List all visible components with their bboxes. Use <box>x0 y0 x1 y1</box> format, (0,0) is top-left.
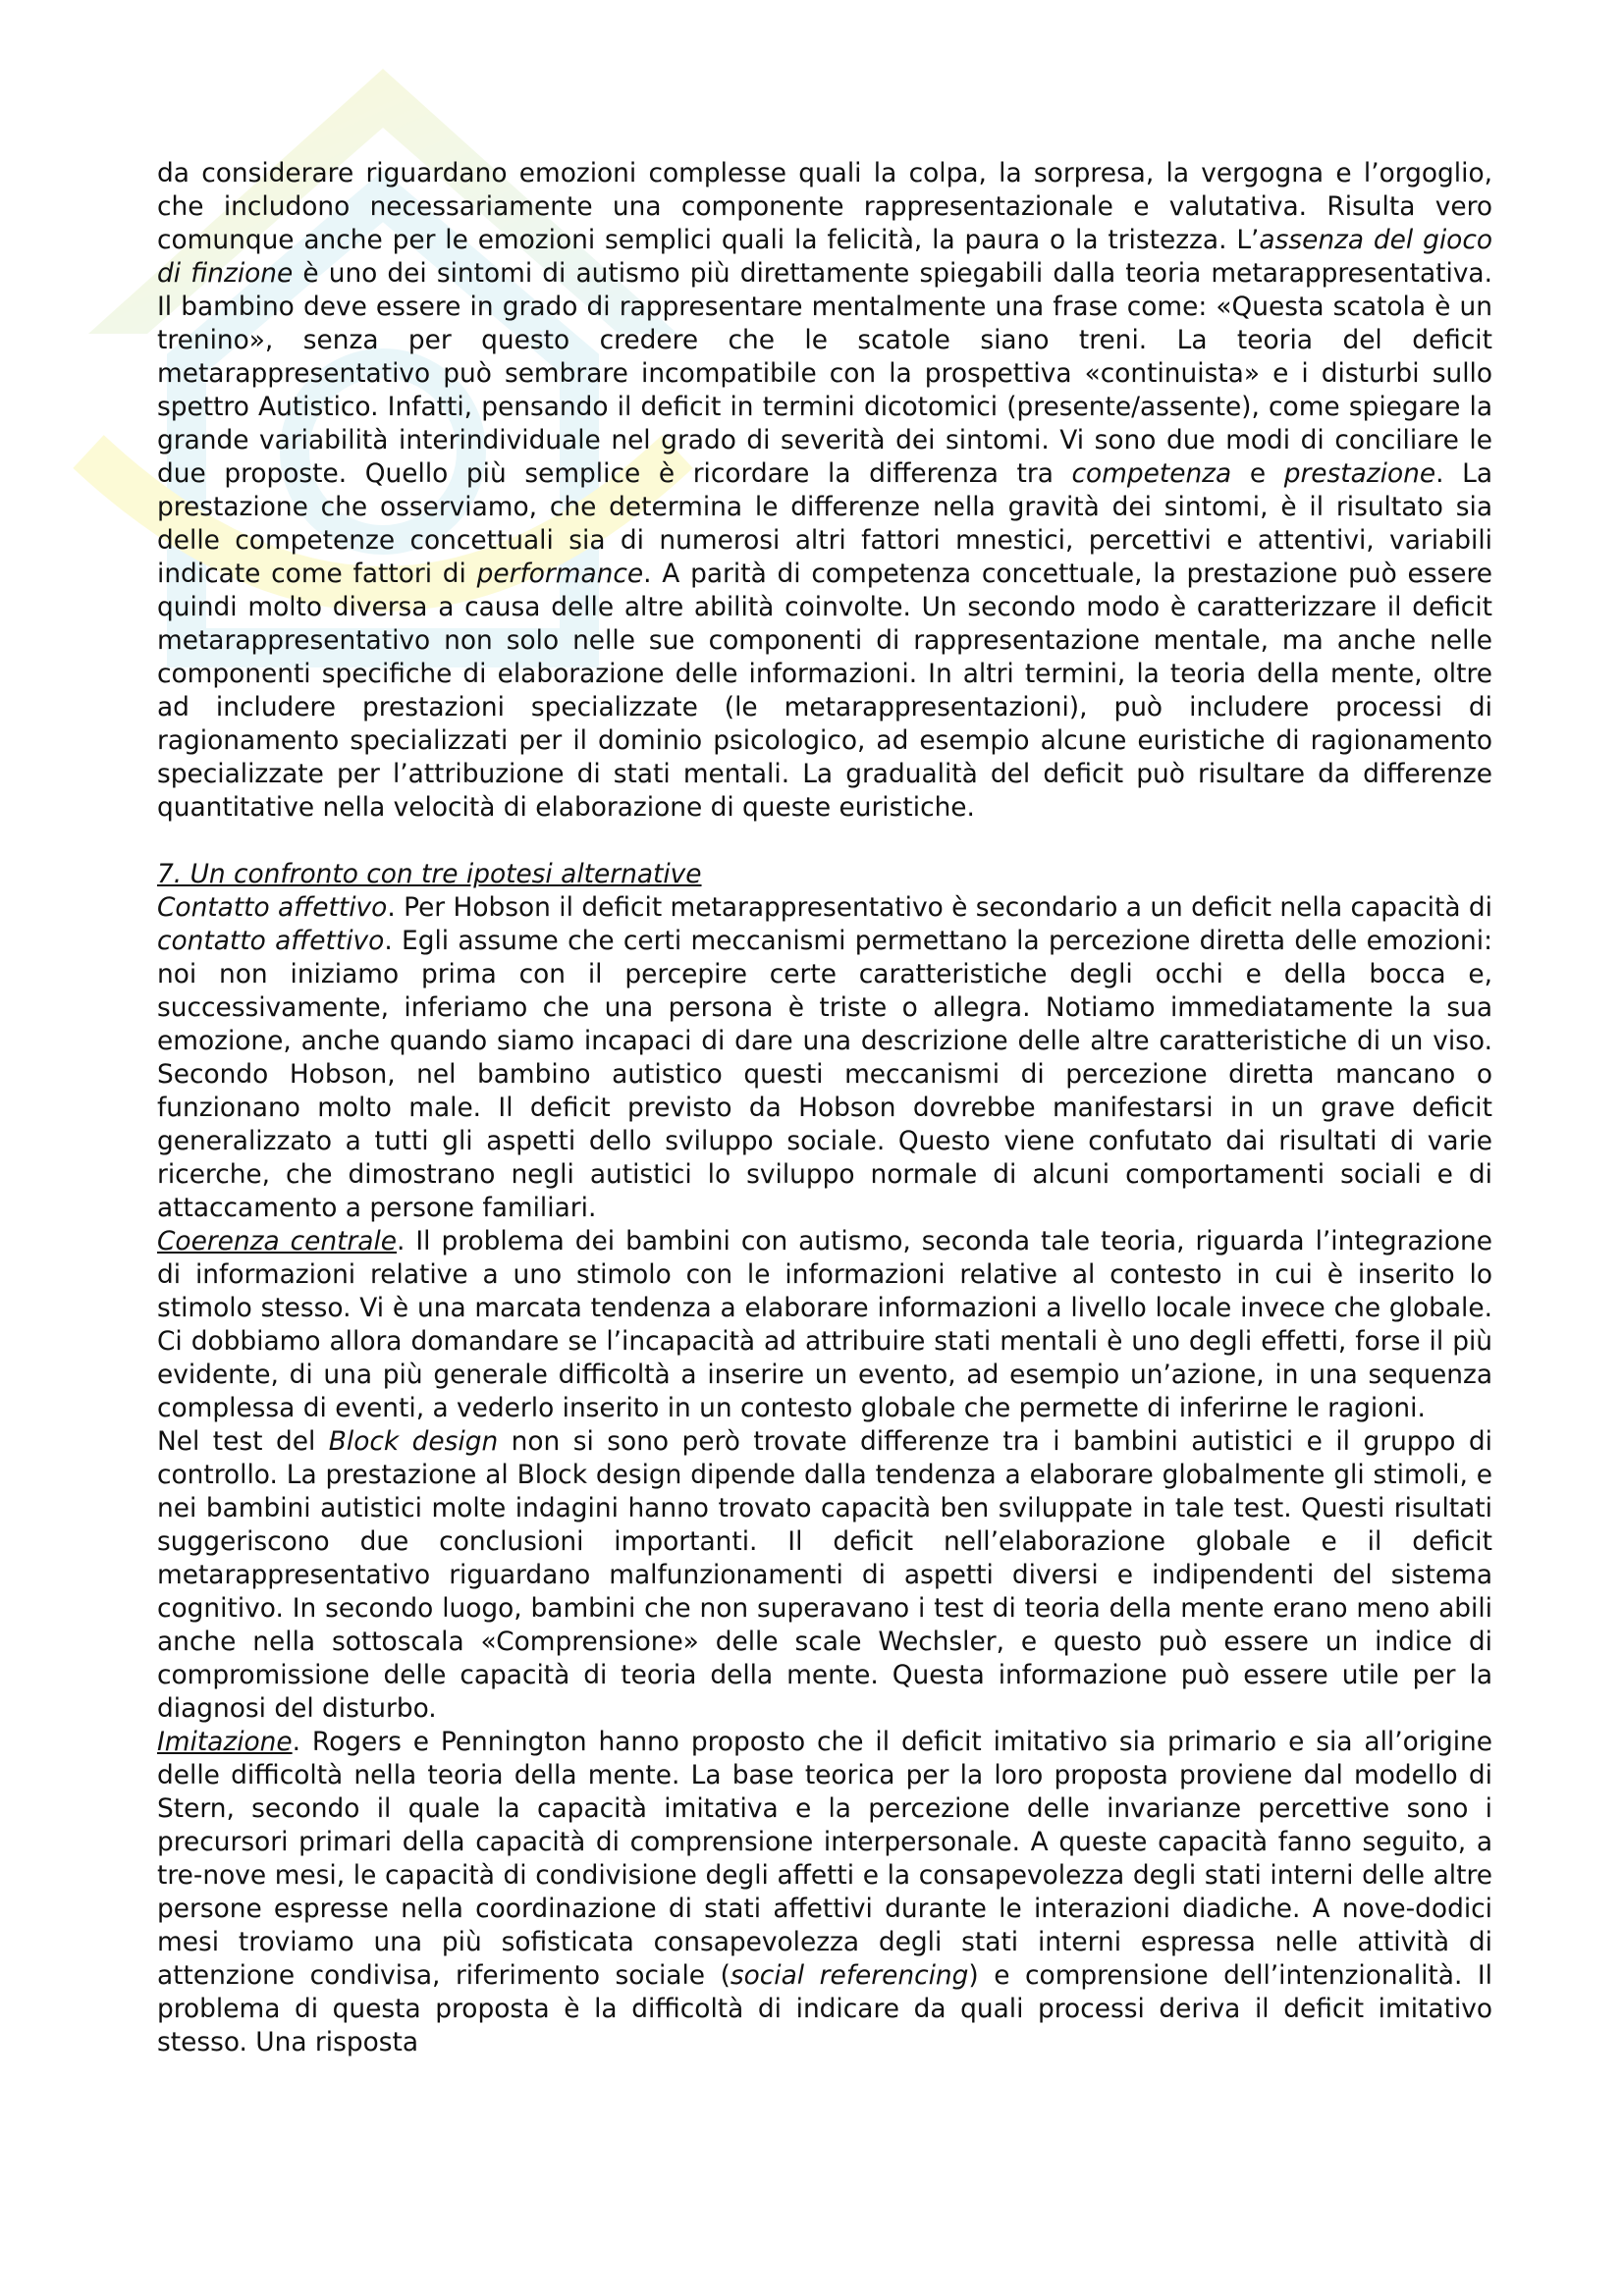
emphasis-competenza: competenza <box>1071 458 1232 489</box>
section-title-text: 7. Un confronto con tre ipotesi alternative <box>157 859 702 889</box>
section-title <box>157 858 1492 891</box>
paragraph-intro: da considerare riguardano emozioni complesse quali la colpa, la sorpresa, la vergogna e l’orgoglio, che includono necessariamente una componente rappresentazionale e valutativa. Risulta vero comunque anche per le emozioni semplici quali la felicità, la paura o la tristezza. L’assenza del gioco di finzione è uno dei sintomi di autismo più direttamente spiegabili dalla teoria metarappresentativa. Il bambino deve essere in grado di rappresentare mentalmente una frase come: «Questa scatola è un trenino», senza per questo credere che le scatole siano treni. La teoria del deficit metarappresentativo può sembrare incompatibile con la prospettiva «continuista» e i disturbi sullo spettro Autistico. Infatti, pensando il deficit in termini dicotomici (presente/assente), come spiegare la grande variabilità interindividuale nel grado di severità dei sintomi. Vi sono due modi di conciliare le due proposte. Quello più semplice è ricordare la differenza tra competenza e prestazione. La prestazione che osserviamo, che determina le differenze nella gravità dei sintomi, è il risultato sia delle competenze concettuali sia di numerosi altri fattori mnestici, percettivi e attentivi, variabili indicate come fattori di performance. A parità di competenza concettuale, la prestazione può essere quindi molto diversa a causa delle altre abilità coinvolte. Un secondo modo è caratterizzare il deficit metarappresentativo non solo nelle sue componenti di rappresentazione mentale, ma anche nelle componenti specifiche di elaborazione delle informazioni. In altri termini, la teoria della mente, oltre ad includere prestazioni specializzate (le metarappresentazioni), può includere processi di ragionamento specializzati per il dominio psicologico, ad esempio alcune euristiche di ragionamento specializzate per l’attribuzione di stati mentali. La gradualità del deficit può risultare da differenze quantitative nella velocità di elaborazione di queste euristiche. <box>157 158 1493 823</box>
lead-imitazione: Imitazione <box>157 1727 293 1757</box>
emphasis-block-design: Block design <box>328 1426 499 1457</box>
lead-contatto-affettivo: Contatto affettivo <box>157 892 388 923</box>
emphasis-prestazione: prestazione <box>1283 458 1436 489</box>
emphasis-assenza-gioco-finzione: assenza del gioco di finzione <box>157 225 1492 289</box>
lead-coerenza-centrale: Coerenza centrale <box>157 1226 398 1256</box>
document-body <box>157 157 1492 2059</box>
paragraph-coerenza-centrale: Coerenza centrale. Il problema dei bambini con autismo, seconda tale teoria, riguarda l’integrazione di informazioni relative a uno stimolo con le informazioni relative al contesto in cui è inserito lo stimolo stesso. Vi è una marcata tendenza a elaborare informazioni a livello locale invece che globale. Ci dobbiamo allora domandare se l’incapacità ad attribuire stati mentali è uno degli effetti, forse il più evidente, di una più generale difficoltà a inserire un evento, ad esempio un’azione, in una sequenza complessa di eventi, a vederlo inserito in un contesto globale che permette di inferirne le ragioni. <box>157 1226 1492 1423</box>
emphasis-social-referencing: social referencing <box>730 1960 969 1991</box>
paragraph-block-design: Nel test del Block design non si sono però trovate differenze tra i bambini autistici e il gruppo di controllo. La prestazione al Block design dipende dalla tendenza a elaborare globalmente gli stimoli, e nei bambini autistici molte indagini hanno trovato capacità ben sviluppate in tale test. Questi risultati suggeriscono due conclusioni importanti. Il deficit nell’elaborazione globale e il deficit metarappresentativo riguardano malfunzionamenti di aspetti diversi e indipendenti del sistema cognitivo. In secondo luogo, bambini che non superavano i test di teoria della mente erano meno abili anche nella sottoscala «Comprensione» delle scale Wechsler, e questo può essere un indice di compromissione delle capacità di teoria della mente. Questa informazione può essere utile per la diagnosi del disturbo. <box>157 1426 1493 1724</box>
paragraph-imitazione: Imitazione. Rogers e Pennington hanno proposto che il deficit imitativo sia primario e sia all’origine delle difficoltà nella teoria della mente. La base teorica per la loro proposta proviene dal modello di Stern, secondo il quale la capacità imitativa e la percezione delle invarianze percettive sono i precursori primari della capacità di comprensione interpersonale. A queste capacità fanno seguito, a tre-nove mesi, le capacità di condivisione degli affetti e la consapevolezza degli stati interni delle altre persone espresse nella coordinazione di stati affettivi durante le interazioni diadiche. A nove-dodici mesi troviamo una più sofisticata consapevolezza degli stati interni espressa nelle attività di attenzione condivisa, riferimento sociale (social referencing) e comprensione dell’intenzionalità. Il problema di questa proposta è la difficoltà di indicare da quali processi deriva il deficit imitativo stesso. Una risposta <box>157 1727 1493 2057</box>
paragraph-contatto-affettivo: Contatto affettivo. Per Hobson il deficit metarappresentativo è secondario a un deficit nella capacità di contatto affettivo. Egli assume che certi meccanismi permettano la percezione diretta delle emozioni: noi non iniziamo prima con il percepire certe caratteristiche degli occhi e della bocca e, successivamente, inferiamo che una persona è triste o allegra. Notiamo immediatamente la sua emozione, anche quando siamo incapaci di dare una descrizione delle altre caratteristiche di un viso. Secondo Hobson, nel bambino autistico questi meccanismi di percezione diretta mancano o funzionano molto male. Il deficit previsto da Hobson dovrebbe manifestarsi in un grave deficit generalizzato a tutti gli aspetti dello sviluppo sociale. Questo viene confutato dai risultati di varie ricerche, che dimostrano negli autistici lo sviluppo normale di alcuni comportamenti sociali e di attaccamento a persone familiari. <box>157 892 1493 1223</box>
emphasis-performance: performance <box>476 559 644 589</box>
emphasis-contatto-affettivo: contatto affettivo <box>157 926 385 956</box>
